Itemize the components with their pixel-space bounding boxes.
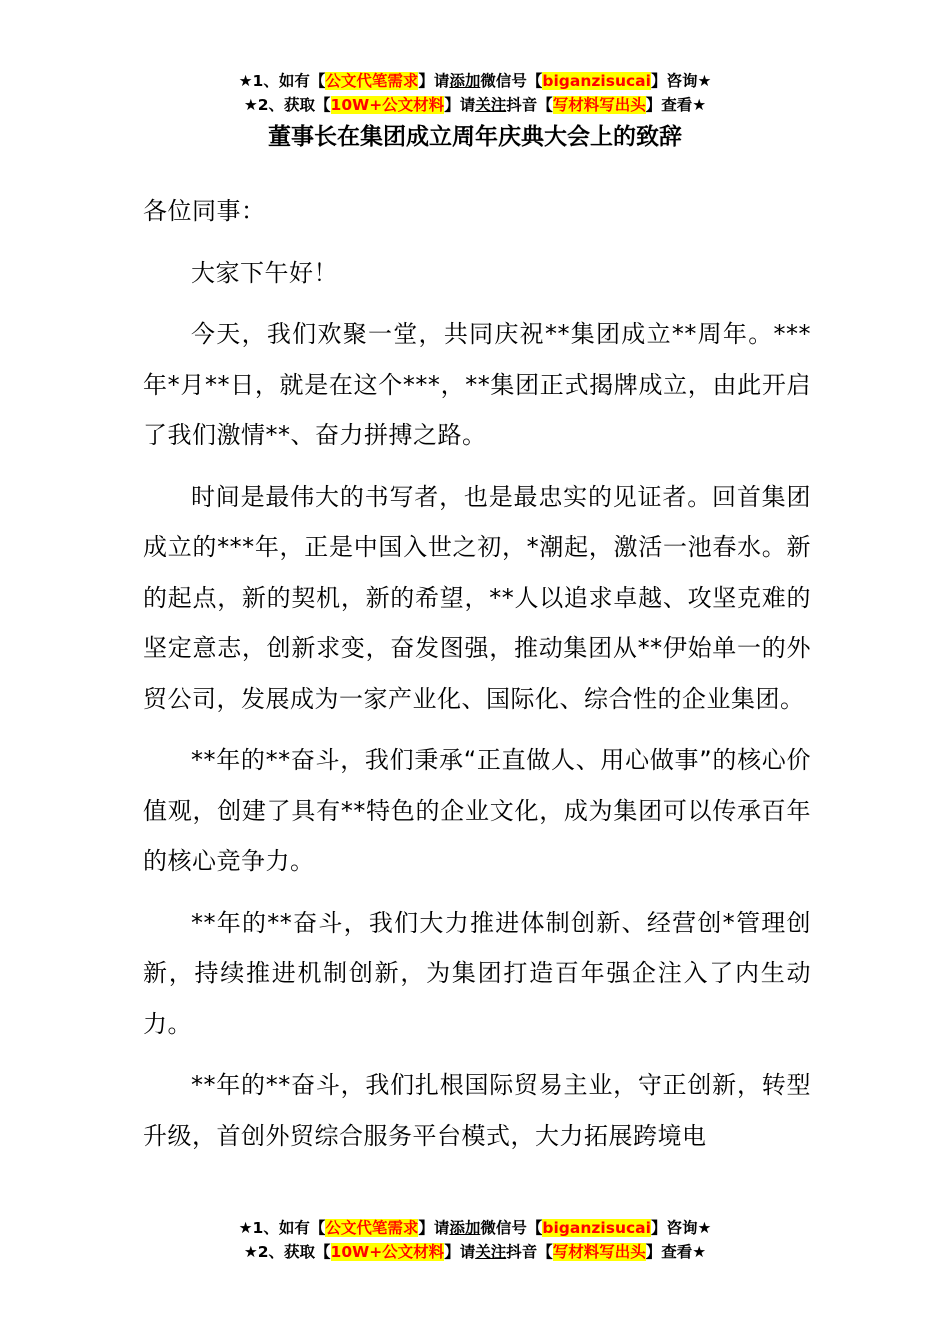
promo-text: 微信号【 bbox=[480, 1219, 543, 1237]
promo-highlight: 公文代笔需求 bbox=[325, 1219, 419, 1237]
paragraph: 今天，我们欢聚一堂，共同庆祝**集团成立**周年。***年*月**日，就是在这个***，**集团正式揭牌成立，由此开启了我们激情**、奋力拼搏之路。 bbox=[143, 320, 811, 449]
promo-line-1 bbox=[0, 1216, 950, 1240]
promo-text: 】查看★ bbox=[645, 1243, 707, 1261]
promo-underline: 添加 bbox=[449, 1219, 481, 1237]
promo-highlight: biganzisucai bbox=[542, 72, 651, 90]
promo-highlight: 10W+公文材料 bbox=[330, 1243, 445, 1261]
paragraph: 大家下午好！ bbox=[191, 258, 338, 287]
document-body bbox=[143, 186, 811, 1172]
promo-text: 】查看★ bbox=[645, 96, 707, 114]
promo-text: ★1、如有【 bbox=[238, 1219, 326, 1237]
promo-text: 】请 bbox=[444, 1243, 476, 1261]
promo-highlight: 10W+公文材料 bbox=[330, 96, 445, 114]
promo-line-2 bbox=[0, 1240, 950, 1264]
document-title: 董事长在集团成立周年庆典大会上的致辞 bbox=[268, 124, 682, 150]
promo-line-2 bbox=[0, 93, 950, 117]
promo-text: 抖音【 bbox=[506, 96, 553, 114]
promo-underline: 添加 bbox=[449, 72, 481, 90]
paragraph: 时间是最伟大的书写者，也是最忠实的见证者。回首集团成立的***年，正是中国入世之初，*潮起，激活一池春水。新的起点，新的契机，新的希望，**人以追求卓越、攻坚克难的坚定意志，创新求变，奋发图强，推动集团从**伊始单一的外贸公司，发展成为一家产业化、国际化、综合性的企业集团。 bbox=[143, 482, 811, 713]
promo-highlight: 公文代笔需求 bbox=[325, 72, 419, 90]
promo-underline: 关注 bbox=[475, 96, 507, 114]
promo-highlight: 写材料写出头 bbox=[552, 96, 646, 114]
promo-text: ★1、如有【 bbox=[238, 72, 326, 90]
promo-highlight: biganzisucai bbox=[542, 1219, 651, 1237]
promo-banner-top bbox=[0, 69, 950, 117]
promo-text: 抖音【 bbox=[506, 1243, 553, 1261]
promo-banner-bottom bbox=[0, 1216, 950, 1264]
promo-highlight: 写材料写出头 bbox=[552, 1243, 646, 1261]
paragraph: **年的**奋斗，我们大力推进体制创新、经营创*管理创新，持续推进机制创新，为集团打造百年强企注入了内生动力。 bbox=[143, 908, 811, 1038]
promo-line-1 bbox=[0, 69, 950, 93]
promo-text: 微信号【 bbox=[480, 72, 543, 90]
promo-text: 】请 bbox=[418, 1219, 450, 1237]
promo-text: ★2、获取【 bbox=[243, 96, 331, 114]
promo-text: ★2、获取【 bbox=[243, 1243, 331, 1261]
paragraph: **年的**奋斗，我们秉承“正直做人、用心做事”的核心价值观，创建了具有**特色的企业文化，成为集团可以传承百年的核心竞争力。 bbox=[143, 746, 811, 875]
promo-underline: 关注 bbox=[475, 1243, 507, 1261]
paragraph: **年的**奋斗，我们扎根国际贸易主业，守正创新，转型升级，首创外贸综合服务平台模式，大力拓展跨境电 bbox=[143, 1071, 811, 1150]
promo-text: 】咨询★ bbox=[650, 72, 712, 90]
promo-text: 】咨询★ bbox=[650, 1219, 712, 1237]
promo-text: 】请 bbox=[444, 96, 476, 114]
salutation: 各位同事： bbox=[143, 197, 266, 225]
promo-text: 】请 bbox=[418, 72, 450, 90]
